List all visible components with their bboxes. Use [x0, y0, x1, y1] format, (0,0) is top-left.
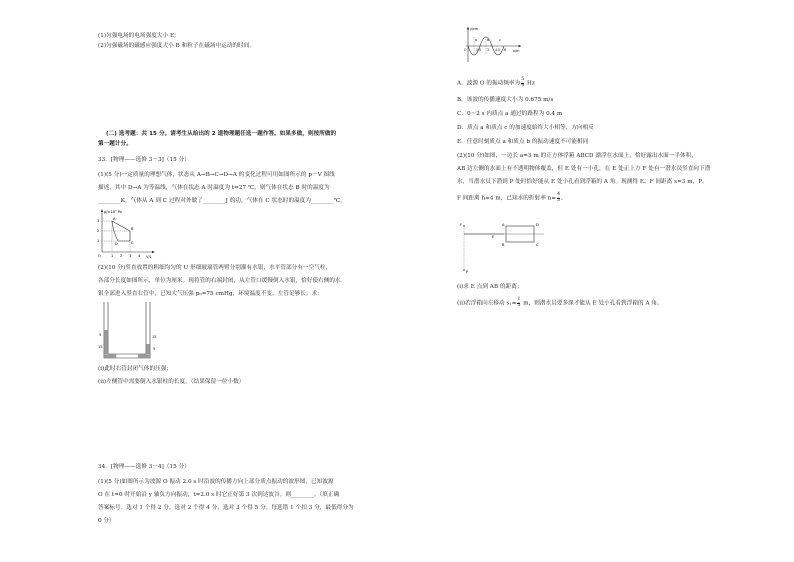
option-b: B．该波的传播速度大小为 0.675 m/s — [457, 97, 554, 103]
question-text: (1)匀强电场的电场强度大小 E; — [98, 33, 177, 39]
tick-label: 3 — [97, 219, 100, 223]
tick-label: 1 — [111, 254, 114, 258]
question-text: (i)此时右管封闭气体的压强； — [98, 366, 173, 372]
point-label: F — [460, 223, 463, 227]
question-text: (i)求 E 点到 AB 的距离； — [457, 284, 523, 290]
question-text: 答案标号。选对 1 个得 2 分，选对 2 个得 4 分，选对 3 个得 5 分。每选错 1 个扣 3 分，最低得分为 — [98, 505, 354, 511]
point-label: B — [131, 227, 134, 231]
tick-label: O — [464, 48, 467, 52]
question-text-part: m，则潜水员要多深才能从 E 处小孔看到浮箱的 A 角。 — [521, 300, 663, 307]
tick-label: 3 — [487, 48, 490, 52]
option-e: E．任意时刻质点 a 和质点 b 的振动速度不可能相同 — [457, 139, 589, 145]
tick-label: 2 — [97, 229, 100, 233]
fraction-num: 4 — [557, 192, 561, 197]
fraction — [517, 298, 520, 308]
wave-diagram — [462, 26, 522, 66]
point-label: E — [492, 235, 495, 239]
point-label: A — [113, 217, 116, 221]
fraction-den: 3 — [557, 197, 561, 203]
section-title: (二) 选考题：共 15 分。请考生从给出的 2 道物理题任选一题作答。如果多做，则按所做的 — [106, 131, 337, 137]
question-text: (2)(10 分)竖直放置的粗细均匀的 U 形细玻璃管两臂分别灌有水银，水平管部分有一空气柱， — [98, 265, 332, 271]
point-label: b — [487, 38, 490, 42]
fraction-den: 3 — [517, 302, 521, 308]
question-heading: 34．[物理——选修 3－4]（15 分） — [98, 464, 190, 470]
fraction — [521, 78, 524, 88]
question-text: (1)(5 分)一定质量的理想气体，状态从 A→B→C→D→A 的变化过程可用如图所示的 p－V 图线 — [98, 172, 335, 178]
point-label: c — [499, 38, 501, 42]
point-label: B — [502, 243, 505, 247]
option-c: C．0～2 s 内质点 a 通过的路程为 0.4 m — [457, 111, 563, 117]
axis-label: p/×10⁵ Pa — [104, 210, 122, 214]
length-label: 15 — [98, 345, 103, 349]
question-text-part: (ii)若浮箱向左移动 s₁= — [457, 300, 517, 307]
question-text: (1)(5 分)如图所示为波源 O 振动 2.0 s 时沿波的传播方向上部分质点振动的波形图，已知波源 — [98, 479, 334, 485]
tick-label: 1.5 — [476, 48, 482, 52]
question-text: 银全部进入竖直右管中，已知大气压强 p₀=75 cmHg，环境温度不变，左管足够长。求： — [98, 291, 323, 297]
option-text: Hz — [525, 80, 535, 87]
fraction-den: 4 — [521, 82, 525, 88]
float-box-diagram — [458, 222, 548, 278]
question-text — [457, 298, 663, 308]
question-text: O 在 t=0 时开始沿 y 轴负方向振动，t=2.0 s 时它正好第 3 次到达波谷。则________。（填正确 — [98, 492, 340, 498]
fraction-num: 1 — [517, 297, 521, 302]
question-text: 水，当潜水员下潜到 P 处时恰好能从 E 处小孔看到浮箱的 A 角。现测得 E、F 间距离 s=3 m，P、 — [457, 179, 708, 185]
axis-label: y/cm — [470, 27, 479, 31]
question-text: (2)(10 分)如图，一边长 a=3 m 的正方体浮箱 ABCD 漂浮在水面上，恰好露出水面一半体积， — [457, 153, 697, 159]
point-label: A — [502, 223, 505, 227]
question-text: 各部分长度如图所示，单位为厘米。现将管的右端封闭，从左管口缓慢倒入水银，恰好使右侧的水 — [98, 278, 341, 284]
question-text: (ii)左侧管中需要倒入水银柱的长度。（结果保留一位小数） — [98, 379, 245, 385]
point-label: C — [536, 243, 539, 247]
point-label: P — [466, 270, 469, 274]
question-heading: 33．[物理——选修 3－3]（15 分） — [98, 157, 190, 163]
question-text-part: F 间距离 h=4 m，已知水的折射率 n= — [457, 195, 557, 202]
pv-diagram — [96, 207, 156, 259]
tick-label: 4.5 — [495, 48, 501, 52]
option-text: A．波源 O 的振动频率为 — [457, 80, 521, 87]
point-label: D — [115, 242, 118, 246]
u-tube-diagram — [98, 300, 158, 362]
tick-label: 3 — [129, 254, 132, 258]
question-text: ________K，气体从 A 到 C 过程对外做了________J 的功，气体在 C 状态时的温度为________℃。 — [98, 198, 346, 204]
tick-label: 4 — [138, 254, 141, 258]
question-text: 0 分） — [98, 518, 115, 524]
tick-label: 1 — [97, 239, 100, 243]
point-label: D — [536, 223, 539, 227]
option-d: D．质点 a 和质点 c 的加速度始终大小相等，方向相反 — [457, 125, 594, 131]
length-label: 5 — [153, 347, 156, 351]
question-text: AB 边左侧的水面上有不透明物体覆盖，但 E 处有一小孔，在 E 处正上方 F 处有一潜水员竖直向下潜 — [457, 166, 711, 172]
axis-label: V/L — [146, 255, 152, 259]
section-title: 第一题计分。 — [98, 141, 132, 147]
question-text: (2)匀强磁场的磁感应强度大小 B 和粒子在磁场中运动的时间。 — [98, 43, 255, 49]
length-label: 5 — [99, 333, 102, 337]
question-text — [457, 193, 567, 203]
fraction-num: 5 — [521, 77, 525, 82]
question-text: 描述，其中 D→A 为等温线，气体在状态 A 时温度为 t=27 ℃，则气体在状态 B 时的温度为 — [98, 185, 330, 191]
length-label: 15 — [152, 335, 157, 339]
axis-label: x/m — [513, 49, 520, 53]
tick-label: 2 — [120, 254, 123, 258]
option-a — [457, 78, 535, 88]
tick-label: 6 — [504, 48, 507, 52]
point-label: a — [475, 38, 477, 42]
tick-label: O — [98, 254, 101, 258]
point-label: C — [131, 241, 134, 245]
question-text-part: 。 — [561, 195, 567, 202]
fraction — [557, 193, 560, 203]
